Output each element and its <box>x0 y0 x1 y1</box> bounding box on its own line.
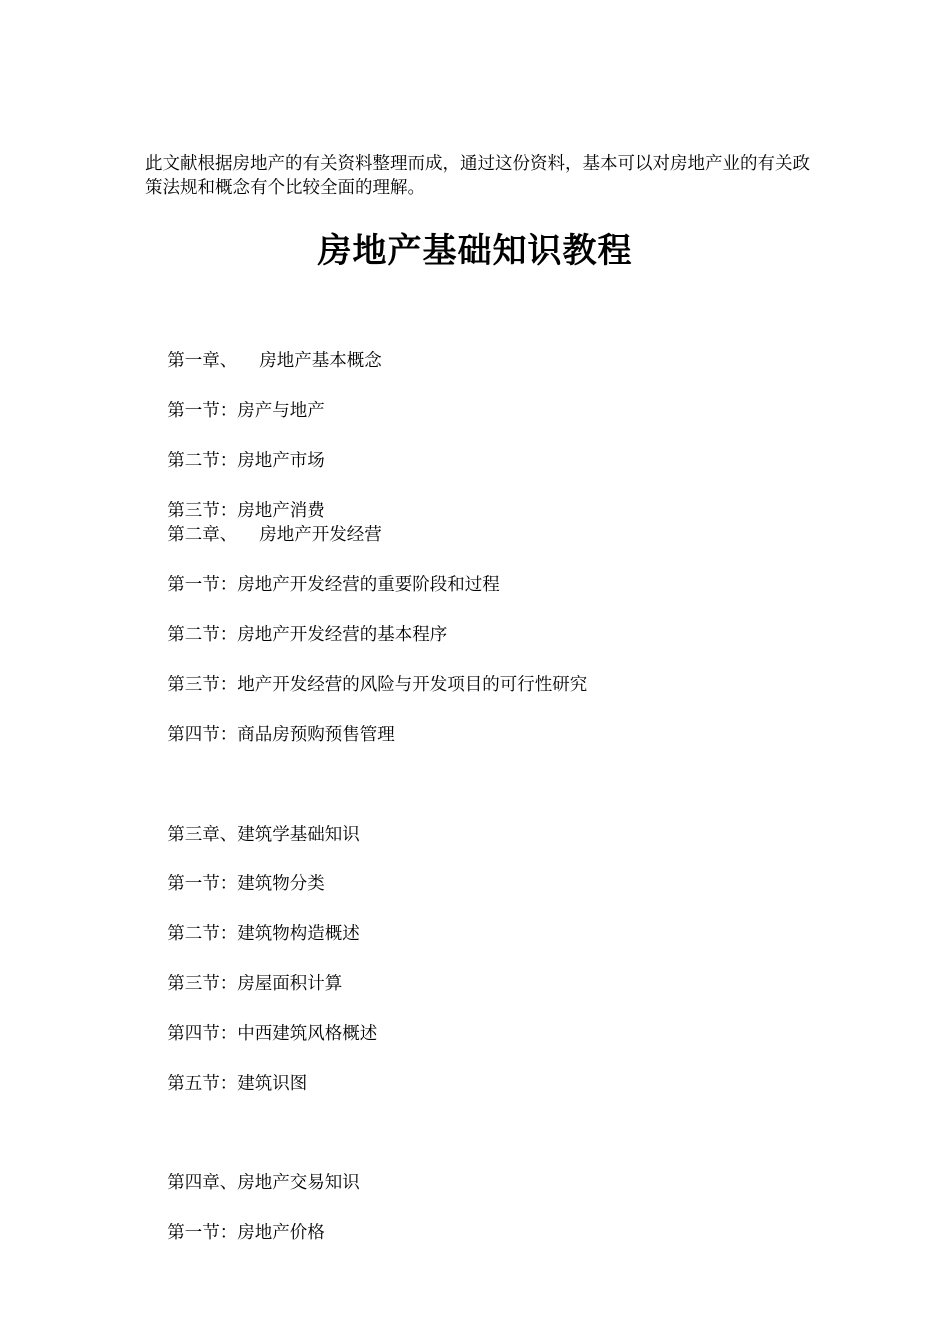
toc-section-3-5 <box>145 1048 307 1120</box>
toc-label: 第四节： <box>167 725 238 745</box>
toc-text: 建筑学基础知识 <box>237 825 360 845</box>
toc-text: 房地产开发经营的重要阶段和过程 <box>237 575 500 595</box>
toc-label: 第二节： <box>167 451 238 471</box>
toc-section-4-1 <box>145 1197 325 1269</box>
toc-text: 中西建筑风格概述 <box>237 1024 378 1044</box>
toc-text: 房地产基本概念 <box>259 351 382 371</box>
toc-label: 第四章、 <box>167 1173 238 1193</box>
toc-label: 第一节： <box>167 401 238 421</box>
toc-text: 建筑识图 <box>237 1074 308 1094</box>
toc-label: 第五节： <box>167 1074 238 1094</box>
toc-text: 房地产开发经营的基本程序 <box>237 625 448 645</box>
toc-text: 房产与地产 <box>237 401 325 421</box>
toc-label: 第三章、 <box>167 825 238 845</box>
toc-text: 房屋面积计算 <box>237 974 343 994</box>
toc-text: 地产开发经营的风险与开发项目的可行性研究 <box>237 675 588 695</box>
toc-label: 第二节： <box>167 924 238 944</box>
toc-label: 第一节： <box>167 575 238 595</box>
toc-label: 第四节： <box>167 1024 238 1044</box>
toc-label: 第二章、 <box>167 525 238 545</box>
toc-label: 第三节： <box>167 675 238 695</box>
toc-text: 房地产交易知识 <box>237 1173 360 1193</box>
toc-label: 第一节： <box>167 1223 238 1243</box>
toc-text: 房地产消费 <box>237 501 325 521</box>
toc-label: 第一节： <box>167 874 238 894</box>
toc-text: 建筑物分类 <box>237 874 325 894</box>
toc-section-2-4 <box>145 699 395 771</box>
toc-label: 第一章、 <box>167 351 238 371</box>
toc-text: 商品房预购预售管理 <box>237 725 395 745</box>
toc-label: 第三节： <box>167 974 238 994</box>
toc-text: 房地产市场 <box>237 451 325 471</box>
toc-label: 第三节： <box>167 501 238 521</box>
intro-paragraph: 此文献根据房地产的有关资料整理而成，通过这份资料，基本可以对房地产业的有关政策法规和概念有个比较全面的理解。 <box>145 154 810 198</box>
toc-label: 第二节： <box>167 625 238 645</box>
document-title: 房地产基础知识教程 <box>317 231 633 271</box>
toc-text: 房地产开发经营 <box>259 525 382 545</box>
toc-text: 房地产价格 <box>237 1223 325 1243</box>
toc-text: 建筑物构造概述 <box>237 924 360 944</box>
